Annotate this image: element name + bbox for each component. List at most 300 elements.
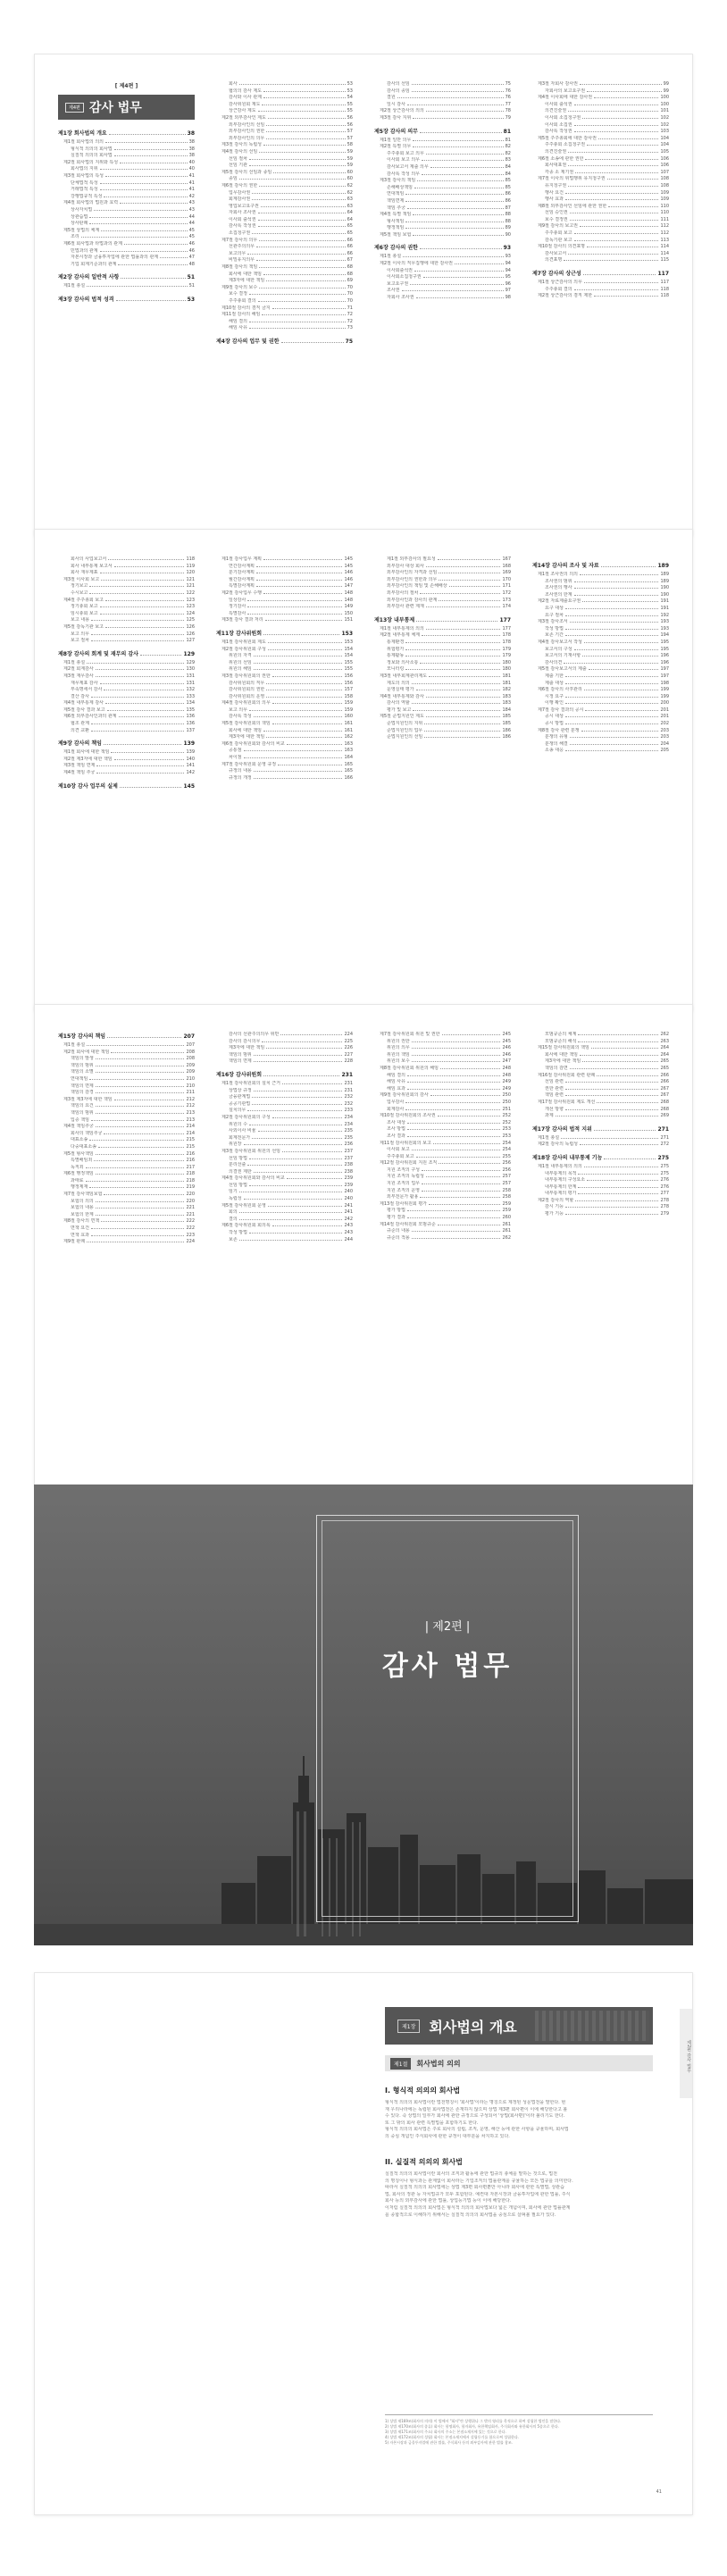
toc-entry-title: 위원의 수 bbox=[229, 1121, 247, 1127]
toc-entry-title: 제17장 감사의 법적 지위 bbox=[532, 1125, 592, 1133]
leader-dots bbox=[582, 118, 658, 119]
toc-entry-title: 공시 방법 bbox=[545, 721, 564, 727]
toc-entry-page: 113 bbox=[660, 237, 669, 243]
toc-entry-page: 266 bbox=[660, 1072, 669, 1078]
leader-dots bbox=[258, 226, 346, 227]
leader-dots bbox=[412, 84, 504, 85]
toc-entry bbox=[216, 1217, 353, 1224]
toc-entry bbox=[216, 714, 353, 721]
leader-dots bbox=[96, 1174, 185, 1175]
text-line: 1) 상법 제169조(회사의 의의) 이 법에서 "회사"란 상행위나 그 밖의 영리를 목적으로 하여 설립한 법인을 말한다. bbox=[385, 2419, 562, 2423]
toc-entry-title: 분쟁의 유형 bbox=[545, 734, 568, 740]
toc-entry-page: 93 bbox=[505, 254, 511, 260]
leader-dots bbox=[412, 1055, 501, 1056]
toc-entry-title: 제5절 감사 결과 보고 bbox=[63, 707, 105, 713]
toc-entry-page: 139 bbox=[186, 749, 195, 756]
toc-entry-title: 형식적 의의의 회사법 bbox=[71, 146, 113, 152]
toc-entry-title: 제9절 감사위원회의 감사 bbox=[380, 1092, 429, 1099]
toc-entry bbox=[532, 660, 669, 667]
leader-dots bbox=[568, 186, 658, 187]
toc-entry bbox=[532, 694, 669, 701]
toc-entry-page: 65 bbox=[347, 223, 353, 230]
toc-list bbox=[216, 1032, 353, 1243]
toc-entry bbox=[374, 647, 511, 654]
toc-entry bbox=[532, 1135, 669, 1142]
toc-entry-title: 감사위원회의 운영 bbox=[229, 693, 265, 699]
toc-entry bbox=[216, 583, 353, 590]
toc-entry bbox=[532, 673, 669, 681]
toc-entry bbox=[532, 238, 669, 245]
toc-entry bbox=[58, 187, 195, 194]
toc-entry-title: 제3절 재무감사 bbox=[63, 673, 94, 679]
leader-dots bbox=[422, 160, 504, 161]
toc-entry-title: 주주총회 보고 bbox=[387, 1153, 414, 1159]
toc-entry-page: 132 bbox=[186, 687, 195, 693]
toc-entry-title: 의견진술권 bbox=[545, 148, 567, 155]
toc-entry bbox=[58, 673, 195, 681]
toc-entry-title: 제3자에 대한 책임 bbox=[545, 1058, 581, 1065]
leader-dots bbox=[258, 111, 346, 112]
toc-entry-title: 위원의 권한 bbox=[387, 1038, 410, 1044]
toc-entry bbox=[58, 714, 195, 721]
toc-list bbox=[216, 556, 353, 782]
toc-entry-page: 236 bbox=[344, 1142, 353, 1148]
leader-dots bbox=[86, 1181, 185, 1182]
toc-entry-page: 222 bbox=[186, 1225, 195, 1232]
toc-entry-page: 62 bbox=[347, 189, 353, 196]
toc-entry bbox=[374, 138, 511, 145]
section-badge: 제1절 bbox=[390, 2058, 411, 2070]
toc-entry-page: 210 bbox=[186, 1075, 195, 1082]
toc-entry-page: 203 bbox=[660, 727, 669, 733]
toc-entry bbox=[374, 1092, 511, 1100]
toc-entry bbox=[374, 178, 511, 185]
toc-entry-title: 이사회 소집권 bbox=[545, 121, 572, 128]
leader-dots bbox=[426, 154, 504, 155]
toc-entry-page: 223 bbox=[186, 1232, 195, 1238]
toc-entry-title: 제2절 감사위원회의 구성 bbox=[221, 1114, 271, 1120]
toc-entry-title: 제7절 이사의 위법행위 유지청구권 bbox=[538, 176, 606, 182]
leader-dots bbox=[116, 300, 186, 301]
toc-entry bbox=[216, 312, 353, 319]
toc-entry-page: 109 bbox=[660, 197, 669, 203]
leader-dots bbox=[407, 1210, 501, 1211]
toc-entry bbox=[532, 653, 669, 660]
toc-entry-title: 정기총회 보고 bbox=[71, 604, 98, 610]
leader-dots bbox=[417, 180, 503, 181]
toc-entry bbox=[216, 734, 353, 741]
toc-entry bbox=[374, 570, 511, 577]
text-line: 따라서 실질적 의의의 회사법에는 상법 제3편 회사편뿐만 아니라 회사에 관한 특별법, 상관습 bbox=[385, 2185, 564, 2191]
toc-entry-title: 제3절 회사법의 특성 bbox=[63, 172, 104, 179]
toc-entry bbox=[58, 590, 195, 598]
leader-dots bbox=[272, 308, 346, 309]
toc-entry-page: 43 bbox=[188, 206, 195, 213]
toc-entry-title: 강행법규적 특성 bbox=[71, 193, 103, 199]
leader-dots bbox=[565, 635, 659, 636]
toc-entry-page: 228 bbox=[344, 1058, 353, 1065]
toc-entry-page: 133 bbox=[186, 693, 195, 699]
toc-entry-page: 224 bbox=[344, 1032, 353, 1037]
leader-dots bbox=[565, 750, 659, 751]
toc-column bbox=[58, 1032, 195, 1462]
toc-entry bbox=[58, 248, 195, 255]
toc-entry bbox=[216, 1032, 353, 1039]
toc-entry bbox=[216, 604, 353, 611]
leader-dots bbox=[423, 277, 504, 278]
leader-dots bbox=[580, 84, 662, 85]
toc-entry-page: 197 bbox=[660, 666, 669, 673]
toc-entry-page: 194 bbox=[660, 632, 669, 639]
toc-entry-title: 자본시장과 금융투자업에 관한 법률과의 관계 bbox=[71, 255, 159, 261]
toc-entry bbox=[216, 590, 353, 598]
toc-entry-page: 107 bbox=[660, 169, 669, 175]
toc-entry bbox=[374, 604, 511, 611]
toc-entry-page: 233 bbox=[344, 1108, 353, 1114]
toc-entry bbox=[532, 1113, 669, 1120]
leader-dots bbox=[587, 1180, 658, 1181]
toc-entry-title: 분쟁의 해결 bbox=[545, 740, 568, 747]
toc-page-2 bbox=[34, 529, 693, 1011]
text-line: 수 있다. 즉 상법의 일부가 회사에 관한 규정으로 구성되어 '상법(회사편)'이라 불리기도 한다. bbox=[385, 2113, 565, 2120]
toc-entry bbox=[58, 617, 195, 624]
toc-entry bbox=[216, 115, 353, 122]
leader-dots bbox=[101, 230, 187, 231]
toc-entry bbox=[374, 615, 511, 626]
toc-column bbox=[58, 81, 195, 512]
toc-entry-title: 내부통제의 한계 bbox=[545, 1183, 577, 1190]
leader-dots bbox=[580, 226, 658, 227]
toc-entry-page: 56 bbox=[347, 114, 353, 121]
text-line: 재 우리나라에는 독립된 회사법전은 존재하지 않으며 상법 제3편 회사편이 이에 해당한다고 볼 bbox=[385, 2106, 568, 2112]
leader-dots bbox=[574, 581, 659, 582]
toc-entry-page: 38 bbox=[188, 146, 195, 152]
toc-entry-page: 213 bbox=[186, 1109, 195, 1116]
toc-entry-title: 제11절 감사위원회의 보고 bbox=[380, 1140, 431, 1146]
toc-entry-page: 254 bbox=[502, 1147, 511, 1153]
toc-column bbox=[216, 556, 353, 987]
toc-entry bbox=[374, 1100, 511, 1107]
toc-entry-page: 88 bbox=[505, 212, 511, 218]
toc-entry-title: 준법지원인의 선임 bbox=[387, 734, 423, 740]
toc-entry-page: 45 bbox=[188, 234, 195, 240]
leader-dots bbox=[591, 1048, 659, 1049]
toc-entry-page: 256 bbox=[502, 1160, 511, 1167]
toc-entry bbox=[374, 694, 511, 701]
part-badge: 제4편 bbox=[65, 103, 84, 113]
leader-dots bbox=[254, 778, 343, 779]
toc-entry-page: 257 bbox=[502, 1181, 511, 1187]
leader-dots bbox=[578, 1034, 658, 1035]
toc-entry-page: 90 bbox=[505, 231, 511, 238]
toc-entry-page: 276 bbox=[660, 1177, 669, 1183]
toc-entry-title: 위원의 선임 bbox=[229, 659, 252, 665]
leader-dots bbox=[412, 683, 501, 684]
toc-entry-page: 69 bbox=[347, 278, 353, 284]
leader-dots bbox=[601, 566, 656, 567]
leader-dots bbox=[244, 1199, 343, 1200]
toc-entry-title: 평가 기능 bbox=[545, 1211, 564, 1217]
toc-entry-title: 대표소송 bbox=[71, 1137, 88, 1143]
toc-entry-page: 231 bbox=[344, 1080, 353, 1086]
toc-entry-title: 위원의 해임 bbox=[229, 666, 252, 673]
toc-entry-page: 190 bbox=[660, 591, 669, 598]
toc-entry-title: 제10절 감사의 겸직 금지 bbox=[221, 305, 271, 311]
toc-entry bbox=[216, 721, 353, 728]
leader-dots bbox=[407, 1136, 501, 1137]
leader-dots bbox=[96, 1215, 185, 1216]
toc-entry-page: 178 bbox=[502, 639, 511, 645]
leader-dots bbox=[244, 750, 343, 751]
toc-entry-title: 민법과의 관계 bbox=[71, 247, 98, 254]
toc-entry-page: 102 bbox=[660, 121, 669, 128]
leader-dots bbox=[422, 1183, 500, 1184]
toc-entry-title: 협의의 감사 제도 bbox=[229, 88, 262, 94]
leader-dots bbox=[568, 254, 658, 255]
toc-entry bbox=[216, 660, 353, 667]
toc-entry-page: 99 bbox=[663, 81, 669, 87]
toc-entry bbox=[374, 1154, 511, 1161]
toc-entry-title: 위험평가 bbox=[387, 646, 405, 652]
toc-entry-page: 54 bbox=[347, 95, 353, 101]
toc-entry bbox=[374, 734, 511, 741]
toc-entry-title: 보고 의무 bbox=[71, 631, 89, 637]
toc-entry-page: 136 bbox=[186, 721, 195, 727]
heading-substantive-company-law: II. 실질적 의의의 회사법 bbox=[385, 2158, 463, 2166]
toc-entry-title: 감사위원회의 권한 bbox=[229, 687, 265, 693]
toc-list bbox=[58, 556, 195, 792]
toc-entry-title: 의결권 제한 bbox=[229, 1168, 252, 1175]
toc-entry bbox=[532, 81, 669, 88]
toc-entry bbox=[58, 1212, 195, 1219]
toc-entry-title: 제2절 외부감사인 제도 bbox=[221, 114, 266, 121]
toc-entry-page: 142 bbox=[186, 770, 195, 776]
toc-entry-title: 과제 bbox=[545, 1113, 554, 1119]
toc-entry-page: 57 bbox=[347, 129, 353, 135]
leader-dots bbox=[598, 138, 659, 139]
toc-entry-page: 232 bbox=[344, 1094, 353, 1100]
toc-entry-page: 155 bbox=[344, 666, 353, 673]
leader-dots bbox=[244, 757, 343, 758]
toc-entry-page: 239 bbox=[344, 1182, 353, 1188]
toc-entry-title: 연대책임 bbox=[387, 191, 405, 197]
toc-entry-title: 제5절 감사위원회 운영 bbox=[221, 1202, 266, 1209]
toc-entry-page: 115 bbox=[660, 257, 669, 263]
toc-entry bbox=[374, 590, 511, 598]
toc-entry-title: 보수 결정 bbox=[229, 291, 247, 297]
toc-entry bbox=[374, 191, 511, 198]
toc-entry-page: 93 bbox=[503, 245, 511, 252]
toc-entry-page: 215 bbox=[186, 1137, 195, 1143]
toc-entry bbox=[532, 95, 669, 102]
leader-dots bbox=[578, 1174, 658, 1175]
toc-entry-title: 특별감사계획 bbox=[229, 583, 255, 590]
toc-entry-title: 제출 대상 bbox=[545, 680, 564, 686]
leader-dots bbox=[96, 1126, 185, 1127]
toc-entry-page: 87 bbox=[505, 205, 511, 211]
toc-entry-page: 184 bbox=[502, 707, 511, 713]
toc-entry-title: 주주총회 보고 의무 bbox=[387, 150, 424, 156]
toc-entry-title: 내부통제의 목적 bbox=[545, 1170, 577, 1176]
toc-entry-title: 제1절 내부통제의 의의 bbox=[380, 625, 424, 631]
toc-entry-title: 공시 대상 bbox=[545, 714, 564, 720]
toc-entry bbox=[532, 1142, 669, 1149]
leader-dots bbox=[266, 138, 345, 139]
toc-entry-title: 제3자에 대한 책임 bbox=[229, 1045, 265, 1051]
toc-entry bbox=[532, 1092, 669, 1100]
toc-entry-title: 제2절 이사의 직무집행에 대한 감사권 bbox=[380, 261, 453, 267]
leader-dots bbox=[263, 145, 346, 146]
leader-dots bbox=[124, 244, 188, 245]
toc-entry bbox=[532, 204, 669, 211]
cover-frame-inner bbox=[322, 1520, 573, 1917]
toc-entry-page: 279 bbox=[660, 1211, 669, 1217]
leader-dots bbox=[416, 297, 504, 298]
toc-column bbox=[216, 1032, 353, 1462]
toc-entry bbox=[374, 556, 511, 564]
toc-entry-page: 201 bbox=[660, 707, 669, 713]
toc-entry bbox=[532, 700, 669, 707]
toc-entry bbox=[58, 1032, 195, 1042]
toc-entry bbox=[374, 212, 511, 219]
leader-dots bbox=[100, 169, 188, 170]
leader-dots bbox=[96, 1113, 185, 1114]
chapter-page bbox=[34, 1972, 693, 2515]
toc-list bbox=[374, 1032, 511, 1242]
toc-entry bbox=[216, 272, 353, 279]
leader-dots bbox=[249, 294, 346, 295]
toc-entry-title: 위원의 책임 bbox=[387, 1051, 410, 1058]
leader-dots bbox=[94, 210, 187, 211]
leader-dots bbox=[416, 621, 497, 622]
toc-entry-page: 246 bbox=[502, 1051, 511, 1058]
toc-entry-title: 감사의 감시의무 bbox=[229, 1038, 261, 1044]
toc-entry-page: 123 bbox=[186, 604, 195, 610]
toc-entry bbox=[374, 666, 511, 673]
toc-entry-page: 218 bbox=[186, 1171, 195, 1177]
toc-entry bbox=[216, 748, 353, 755]
toc-entry-page: 240 bbox=[344, 1196, 353, 1202]
toc-entry bbox=[58, 1097, 195, 1104]
leader-dots bbox=[96, 1106, 185, 1107]
toc-entry-title: 사외이사 비율 bbox=[229, 1128, 256, 1134]
toc-entry bbox=[216, 102, 353, 109]
toc-entry-title: 제3절 감사 지위 bbox=[380, 114, 412, 121]
toc-entry bbox=[58, 1144, 195, 1151]
toc-entry-title: 제5절 상법의 체계 bbox=[63, 227, 100, 233]
leader-dots bbox=[413, 235, 503, 236]
toc-entry-title: 제3절 감사조서 bbox=[538, 619, 568, 625]
text-line: 의 명칭이나 형식과는 관계없이 회사라는 기업조직의 법률관계를 규율하는 모든 법규를 의미한다. bbox=[385, 2178, 573, 2184]
toc-entry bbox=[58, 129, 195, 139]
toc-entry-page: 262 bbox=[502, 1234, 511, 1241]
toc-entry-title: 책임의 범위 bbox=[71, 1109, 94, 1116]
toc-entry-page: 102 bbox=[660, 114, 669, 121]
leader-dots bbox=[249, 1158, 343, 1159]
toc-entry-title: 평가 결과 bbox=[387, 1215, 405, 1221]
toc-entry-page: 58 bbox=[347, 142, 353, 148]
toc-entry bbox=[532, 721, 669, 728]
toc-entry bbox=[532, 170, 669, 177]
leader-dots bbox=[119, 716, 185, 717]
toc-entry-title: 보험의 의의 bbox=[71, 1198, 94, 1204]
toc-entry-page: 200 bbox=[660, 700, 669, 707]
toc-entry-title: 제2절 회사법의 지위와 특성 bbox=[63, 159, 119, 165]
toc-entry-title: 보고서의 구성 bbox=[545, 646, 572, 652]
toc-entry bbox=[58, 660, 195, 667]
toc-entry-title: 선관주의의무 bbox=[229, 244, 255, 250]
leader-dots bbox=[440, 1068, 501, 1069]
toc-entry-page: 85 bbox=[505, 184, 511, 190]
toc-entry-title: 정기감사 bbox=[229, 604, 247, 610]
toc-entry bbox=[374, 171, 511, 179]
leader-dots bbox=[426, 697, 501, 698]
toc-entry bbox=[374, 127, 511, 138]
toc-entry-title: 영업보고요구권 bbox=[229, 203, 259, 209]
toc-entry-page: 222 bbox=[186, 1218, 195, 1225]
toc-entry bbox=[374, 1167, 511, 1175]
leader-dots bbox=[266, 683, 342, 684]
toc-entry-page: 59 bbox=[347, 148, 353, 155]
toc-entry-title: 이행 확인 bbox=[545, 700, 564, 707]
toc-entry-title: 요구 절차 bbox=[545, 612, 564, 618]
toc-entry-page: 160 bbox=[344, 714, 353, 720]
toc-list bbox=[532, 81, 669, 300]
toc-entry-page: 214 bbox=[186, 1124, 195, 1130]
text-line: 회사 등의 외부감사에 관한 법률, 상업등기법 등이 이에 해당한다. bbox=[385, 2198, 512, 2204]
toc-entry-title: 일시 감사 bbox=[387, 101, 405, 107]
leader-dots bbox=[89, 586, 184, 587]
toc-entry bbox=[374, 254, 511, 261]
leader-dots bbox=[407, 208, 504, 209]
toc-entry bbox=[532, 1032, 669, 1039]
toc-entry-title: 제5절 감독기관 보고 bbox=[63, 623, 104, 630]
toc-entry-title: 외부감사인의 의무 bbox=[229, 135, 265, 141]
toc-entry-page: 199 bbox=[660, 693, 669, 699]
leader-dots bbox=[111, 1052, 184, 1053]
toc-entry-page: 271 bbox=[657, 1125, 669, 1133]
toc-entry-title: 제16절 감사위원회 관련 판례 bbox=[538, 1072, 596, 1078]
toc-entry bbox=[216, 681, 353, 688]
toc-entry bbox=[532, 687, 669, 694]
toc-entry-title: 외부감사인의 권한과 의무 bbox=[387, 576, 438, 582]
toc-entry bbox=[532, 1073, 669, 1080]
leader-dots bbox=[565, 1207, 659, 1208]
toc-entry-page: 275 bbox=[660, 1170, 669, 1176]
toc-entry-title: 감사의 선임 bbox=[387, 81, 410, 87]
toc-entry bbox=[216, 1175, 353, 1183]
toc-entry-title: 제5절 형사책임 bbox=[63, 1150, 94, 1157]
leader-dots bbox=[412, 1048, 501, 1049]
toc-entry-title: 보고 내용 bbox=[71, 617, 89, 623]
toc-entry bbox=[58, 241, 195, 248]
leader-dots bbox=[272, 703, 343, 704]
toc-entry-title: 상관습법 bbox=[71, 213, 88, 220]
toc-entry bbox=[374, 687, 511, 694]
toc-entry-page: 38 bbox=[188, 153, 195, 159]
leader-dots bbox=[574, 649, 659, 650]
text-line: 3) 상법 제171조(회사의 주소) 회사의 주소는 본점소재지에 있는 것으로 한다. bbox=[385, 2430, 506, 2434]
toc-entry-page: 238 bbox=[344, 1162, 353, 1168]
toc-entry-page: 146 bbox=[344, 570, 353, 576]
toc-entry-title: 회사의 사업보고서 bbox=[71, 556, 107, 562]
leader-dots bbox=[272, 676, 343, 677]
toc-entry bbox=[58, 1069, 195, 1076]
toc-entry bbox=[216, 142, 353, 149]
toc-entry-page: 209 bbox=[186, 1062, 195, 1068]
toc-entry bbox=[216, 1081, 353, 1088]
toc-entry bbox=[374, 673, 511, 681]
